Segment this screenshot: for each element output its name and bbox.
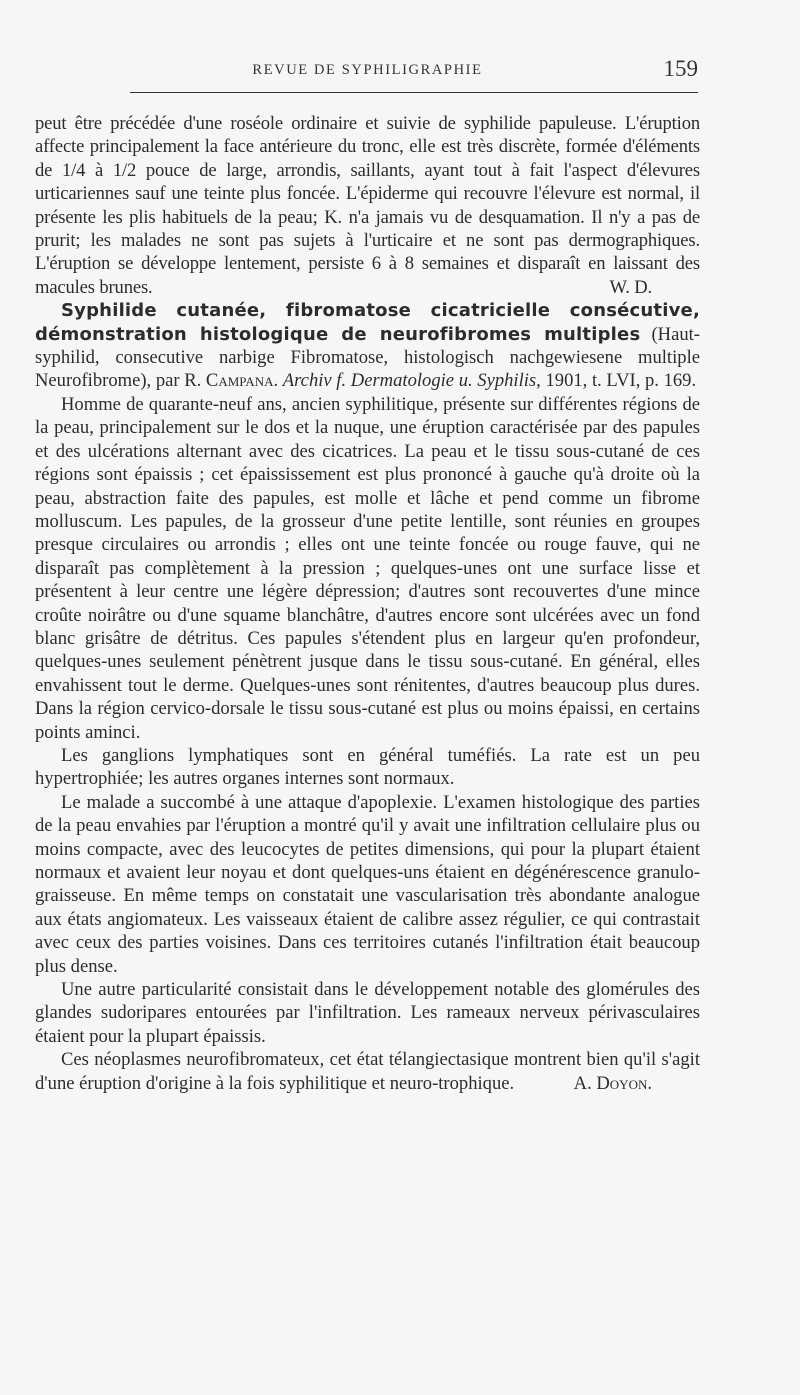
article-paragraph-4: Une autre particularité consistait dans le développement notable des glomérules des glandes sudoripares entourées par l'infiltration. Les rameaux nerveux périvasculaires étaient pour la plupart épaissis. [35,979,700,1047]
running-head: REVUE DE SYPHILIGRAPHIE [252,62,483,78]
header-rule [130,92,698,93]
signature-doyon: A. Doyon. [573,1072,652,1094]
article-title-german: (Haut-syphilid, consecutive narbige Fibromatose, histologisch nachgewiesene multiple Neurofibrome), par [35,323,700,392]
article-paragraph-1: Homme de quarante-neuf ans, ancien syphilitique, présente sur différentes régions de la peau, principalement sur le dos et la nuque, une éruption caractérisée par des papules et des ulcérations alternant avec des cicatrices. La peau et le tissu sous-cutané de ces régions sont épaissis ; cet épaississement est plus prononcé à gauche qu'à droite où la peau, abstraction faite des papules, est molle et lâche et pend comme un fibrome molluscum. Les papules, de la grosseur d'une petite lentille, sont réunies en groupes presque circulaires ou arrondis ; elles ont une teinte foncée ou rouge fauve, qui ne disparaît pas complètement à la pression ; quelques-unes ont une surface lisse et présentent à leur centre une légère dépression; d'autres sont recouvertes d'une mince croûte noirâtre ou d'une squame blanchâtre, d'autres encore sont ulcérées avec un fond blanc grisâtre de détritus. Ces papules s'étendent plus en largeur qu'en profondeur, quelques-unes seulement pénètrent jusque dans le tissu sous-cutané. En général, elles envahissent tout le derme. Quelques-unes sont rénitentes, d'autres beaucoup plus dures. Dans la région cervico-dorsale le tissu sous-cutané est plus ou moins épaissi, en certains points aminci. [35,393,700,743]
signature-wd: W. D. [609,276,652,298]
page [35,56,700,1095]
continuation-paragraph [35,112,700,299]
article-paragraph-3: Le malade a succombé à une attaque d'apoplexie. L'examen histologique des parties de la peau envahies par l'éruption a montré qu'il y avait une infiltration cellulaire plus ou moins compacte, avec des leucocytes de petites dimensions, qui pour la plupart étaient normaux et avaient leur noyau et dont quelques-uns étaient en dégénérescence granulo-graisseuse. En même temps on constatait une vascularisation très abondante analogue aux états angiomateux. Les vaisseaux étaient de calibre assez régulier, ce qui contrastait avec ceux des parties voisines. Dans ces territoires cutanés l'infiltration était beaucoup plus dense. [35,791,700,977]
continuation-text: peut être précédée d'une roséole ordinaire et suivie de syphilide papuleuse. L'éruption affecte principalement la face antérieure du tronc, elle est très discrète, formée d'éléments de 1/4 à 1/2 pouce de large, arrondis, saillants, ayant tout à fait l'aspect d'élevures urticariennes sauf une teinte plus foncée. L'épiderme qui recouvre l'élevure est normal, il présente les plis habituels de la peau; K. n'a jamais vu de desquamation. Il n'y a pas de prurit; les malades ne sont pas sujets à l'urticaire et ne sont pas dermographiques. L'éruption se développe lentement, persiste 6 à 8 semaines et disparaît en laissant des macules brunes. [35,113,700,298]
article-heading-paragraph [35,299,700,393]
article-paragraph-5-text: Ces néoplasmes neurofibromateux, cet état télangiectasique montrent bien qu'il s'agit d'une éruption d'origine à la fois syphilitique et neuro-trophique. [35,1049,700,1094]
body-text [35,112,700,1095]
page-header [35,56,700,92]
page-number: 159 [663,56,698,81]
citation: 1901, t. LVI, p. 169. [545,370,697,392]
article-title: Syphilide cutanée, fibromatose cicatricielle consécutive, démonstration histologique de neurofibromes multiples [35,300,700,345]
journal-name: Archiv f. Dermatologie u. Syphilis, [282,370,541,392]
article-paragraph-2: Les ganglions lymphatiques sont en général tuméfiés. La rate est un peu hypertrophiée; les autres organes internes sont normaux. [35,744,700,790]
article-author: R. Campana. [184,370,279,392]
article-paragraph-5 [35,1048,700,1095]
